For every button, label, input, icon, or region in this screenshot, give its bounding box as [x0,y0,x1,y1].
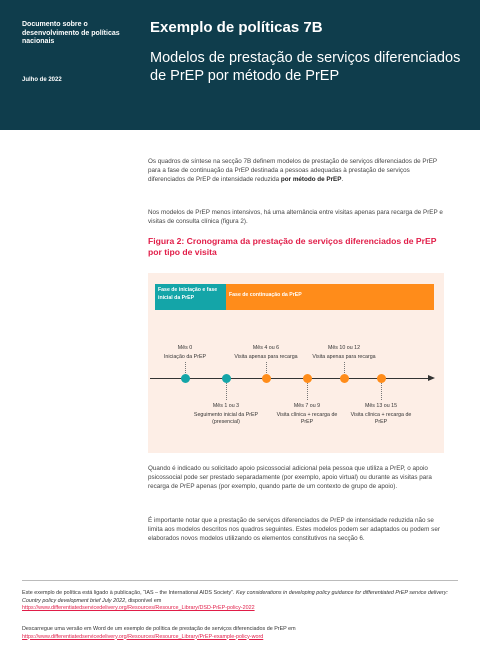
timeline-figure [148,273,444,453]
event-month: Mês 1 ou 3 [212,403,240,409]
timeline-event-label [150,345,220,361]
timeline-stem [185,362,186,373]
figure-title: Figura 2: Cronograma da prestação de serviços diferenciados de PrEP por tipo de visita [148,236,437,257]
publication-date: Julho de 2022 [22,77,62,83]
timeline-dot [377,374,386,383]
footer-note-download [22,626,458,641]
timeline-dot [303,374,312,383]
intro-text: Os quadros de síntese na secção 7B definem modelos de prestação de serviços diferenciados de PrEP para a fase de continuação da PrEP destinada a pessoas adequadas à prestação de serviços diferenciados de PrEP de intensidade reduzida [148,158,438,183]
timeline-stem [307,383,308,400]
intro-paragraph [148,157,444,184]
timeline-event-label [191,403,261,427]
timeline-stem [266,362,267,373]
timeline-event-label [231,345,301,361]
event-month: Mês 10 ou 12 [327,345,361,351]
event-description: Visita clínica + recarga de PrEP [276,411,338,425]
document-type-label: Documento sobre o desenvolvimento de políticas nacionais [22,21,120,45]
timeline-event-label [346,403,416,427]
event-month: Mês 4 ou 6 [252,345,280,351]
intro-emphasis: por método de PrEP [280,176,342,183]
timeline-event-label [309,345,379,361]
event-description: Iniciação da PrEP [163,353,207,360]
phase-initial-bar: Fase de iniciação e fase inicial da PrEP [155,284,226,307]
timeline-stem [344,362,345,373]
note-pre: Este exemplo de política está ligado à publicação, “IAS – the International AIDS Society”. [22,590,235,596]
alternation-paragraph: Nos modelos de PrEP menos intensivos, há uma alternância entre visitas apenas para recarga de PrEP e visitas de consulta clínica (figura 2). [148,209,443,225]
timeline-dot [181,374,190,383]
adaptation-paragraph: É importante notar que a prestação de serviços diferenciados de PrEP de intensidade reduzida não se limita aos modelos descritos nos quadros seguintes. Estes modelos podem ser adaptados ou podem ser elaborados novos modelos utilizando os elementos constitutivos na secção 6. [148,517,440,542]
download-text: Descarregue uma versão em Word de um exemplo de política de prestação de serviços diferenciados de PrEP em [22,626,296,632]
event-description: Visita clínica + recarga de PrEP [350,411,412,425]
footer-note-publication [22,590,458,613]
phase-continuation-underline [226,307,434,310]
psychosocial-paragraph: Quando é indicado ou solicitado apoio psicossocial adicional pela pessoa que utiliza a PrEP, o apoio psicossocial pode ser prestado separadamente (por exemplo, apoio virtual) ou durante as visitas para recarga de PrEP apenas (por exemplo, quando parte de um contexto de grupo de apoio). [148,465,432,490]
phase-continuation-bar: Fase de continuação da PrEP [226,284,434,307]
event-description: Seguimento inicial da PrEP (presencial) [193,411,259,425]
event-month: Mês 7 ou 9 [293,403,321,409]
timeline-stem [226,383,227,400]
intro-end: . [341,176,344,183]
download-link[interactable]: https://www.differentiatedservicedelivery.org/Resources/Resource_Library/PrEP-example-policy-word [22,633,264,640]
timeline-dot [340,374,349,383]
timeline-axis [150,378,428,379]
event-month: Mês 0 [177,345,193,351]
event-description: Visita apenas para recarga [312,353,376,360]
page-subtitle: Modelos de prestação de serviços diferenciados de PrEP por método de PrEP [150,50,461,84]
publication-link[interactable]: https://www.differentiatedservicedelivery.org/Resources/Resource_Library/DSD-PrEP-policy-2022 [22,605,255,611]
timeline-event-label [272,403,342,427]
event-description: Visita apenas para recarga [234,353,298,360]
page-title: Exemplo de políticas 7B [150,19,323,36]
timeline-stem [381,383,382,400]
timeline-arrow-icon [428,375,435,381]
note-italic-title: Key considerations in developing policy guidance for differentiated PrEP service delivery: Country policy development brief July 2022 [22,590,448,604]
footer-divider [22,580,458,581]
page-header [0,0,480,130]
timeline-dot [262,374,271,383]
event-month: Mês 13 ou 15 [364,403,398,409]
timeline-dot [222,374,231,383]
phase-initial-underline [155,307,226,310]
note-post: , disponível em [125,597,162,604]
